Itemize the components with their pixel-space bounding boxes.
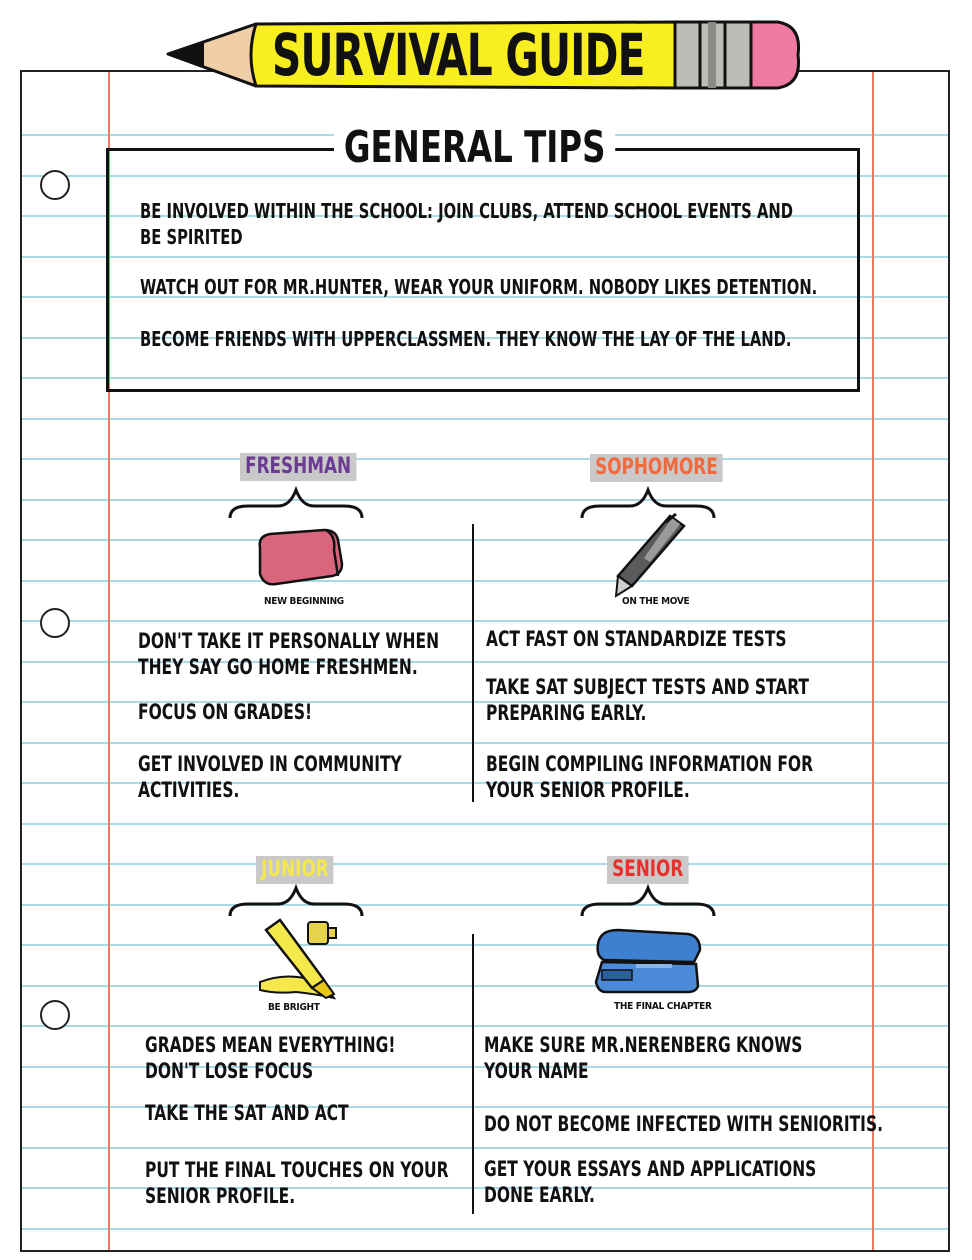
sophomore-tip: PREPARING EARLY.	[486, 701, 647, 725]
freshman-tip: GET INVOLVED IN COMMUNITY	[138, 752, 402, 776]
sophomore-label: SOPHOMORE	[590, 454, 723, 482]
ruled-line	[22, 1147, 948, 1149]
pen-icon	[610, 512, 690, 600]
freshman-tip: FOCUS ON GRADES!	[138, 700, 313, 724]
ruled-line	[22, 863, 948, 865]
junior-tip: SENIOR PROFILE.	[145, 1184, 296, 1208]
freshman-caption: NEW BEGINNING	[264, 596, 344, 607]
ruled-line	[22, 1228, 948, 1230]
highlighter-icon	[256, 914, 344, 1002]
senior-tip: DONE EARLY.	[484, 1183, 595, 1207]
tip-line: WATCH OUT FOR MR.HUNTER, WEAR YOUR UNIFORM. NOBODY LIKES DETENTION.	[140, 275, 818, 299]
tip-line: BE INVOLVED WITHIN THE SCHOOL: JOIN CLUBS, ATTEND SCHOOL EVENTS AND	[140, 199, 793, 223]
binder-hole-bottom	[40, 1000, 70, 1030]
freshman-label: FRESHMAN	[240, 453, 356, 481]
general-tips-box	[106, 148, 860, 392]
freshman-tip: DON'T TAKE IT PERSONALLY WHEN	[138, 629, 440, 653]
ruled-line	[22, 985, 948, 987]
ruled-line	[22, 620, 948, 622]
junior-caption: BE BRIGHT	[268, 1002, 320, 1013]
tip-line: BE SPIRITED	[140, 225, 243, 249]
stapler-icon	[592, 926, 704, 996]
brace-icon	[580, 884, 716, 920]
senior-tip: YOUR NAME	[484, 1059, 589, 1083]
sophomore-caption: ON THE MOVE	[622, 596, 690, 607]
sophomore-tip: BEGIN COMPILING INFORMATION FOR	[486, 752, 814, 776]
ruled-line	[22, 742, 948, 744]
ruled-line	[22, 458, 948, 460]
junior-tip: PUT THE FINAL TOUCHES ON YOUR	[145, 1158, 449, 1182]
column-divider	[472, 524, 474, 802]
junior-label: JUNIOR	[256, 856, 334, 884]
junior-tip: TAKE THE SAT AND ACT	[145, 1101, 349, 1125]
sophomore-tip: TAKE SAT SUBJECT TESTS AND START	[486, 675, 809, 699]
junior-tip: DON'T LOSE FOCUS	[145, 1059, 314, 1083]
freshman-tip: THEY SAY GO HOME FRESHMEN.	[138, 655, 418, 679]
ruled-line	[22, 418, 948, 420]
ruled-line	[22, 1025, 948, 1027]
ruled-line	[22, 539, 948, 541]
senior-label: SENIOR	[607, 856, 688, 884]
general-tips-title: GENERAL TIPS	[334, 126, 615, 170]
freshman-tip: ACTIVITIES.	[138, 778, 240, 802]
ruled-line	[22, 944, 948, 946]
binder-hole-top	[40, 170, 70, 200]
ruled-line	[22, 823, 948, 825]
sophomore-tip: YOUR SENIOR PROFILE.	[486, 778, 690, 802]
ruled-line	[22, 580, 948, 582]
senior-caption: THE FINAL CHAPTER	[614, 1001, 712, 1012]
page-title: SURVIVAL GUIDE	[272, 21, 645, 89]
binder-hole-middle	[40, 608, 70, 638]
senior-tip: MAKE SURE MR.NERENBERG KNOWS	[484, 1033, 803, 1057]
right-margin-line	[872, 72, 874, 1250]
tip-line: BECOME FRIENDS WITH UPPERCLASSMEN. THEY KNOW THE LAY OF THE LAND.	[140, 327, 792, 351]
ruled-line	[22, 904, 948, 906]
column-divider	[472, 934, 474, 1214]
sophomore-tip: ACT FAST ON STANDARDIZE TESTS	[486, 627, 787, 651]
senior-tip: DO NOT BECOME INFECTED WITH SENIORITIS.	[484, 1112, 883, 1136]
ruled-line	[22, 499, 948, 501]
eraser-icon	[252, 526, 344, 590]
junior-tip: GRADES MEAN EVERYTHING!	[145, 1033, 396, 1057]
brace-icon	[228, 486, 364, 522]
senior-tip: GET YOUR ESSAYS AND APPLICATIONS	[484, 1157, 817, 1181]
